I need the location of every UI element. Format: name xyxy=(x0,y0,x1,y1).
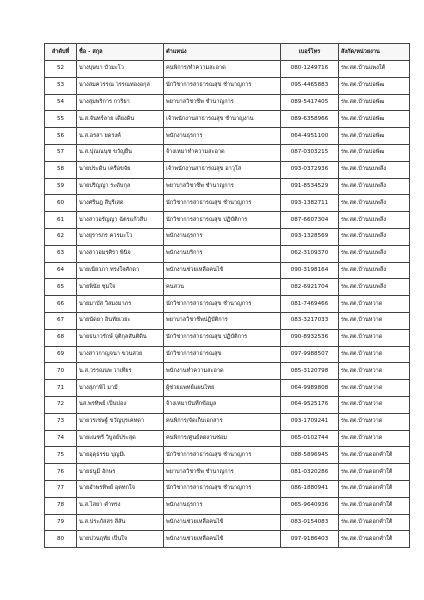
cell-name: นายนัดยา อินทัยเวยะ xyxy=(77,312,164,329)
cell-position: ผู้ช่วยแพทย์แผนไทย xyxy=(164,380,281,397)
cell-name: นายอำพรทิพย์ อุตทกใจ xyxy=(77,480,164,497)
table-row xyxy=(45,329,410,346)
cell-org: รพ.สต.บ้านดอกคำใต้ xyxy=(339,531,410,548)
cell-no: 71 xyxy=(45,380,77,397)
cell-name: นายปวนฤทัย เป็นใจ xyxy=(77,531,164,548)
cell-name: นางยุรารภร ควรมะโว xyxy=(77,228,164,245)
table-row xyxy=(45,312,410,329)
cell-phone: 089-5417405 xyxy=(281,94,339,111)
cell-no: 61 xyxy=(45,212,77,229)
cell-position: นักวิชาการสาธารณสุข ปฏิบัติการ xyxy=(164,329,281,346)
table-row xyxy=(45,144,410,161)
cell-position: นักวิชาการสาธารณสุข ชำนาญการ xyxy=(164,77,281,94)
cell-phone: 090-3198164 xyxy=(281,262,339,279)
table-row xyxy=(45,514,410,531)
cell-org: รพ.สต.บ้านหวาด xyxy=(339,363,410,380)
cell-phone: 064-9525176 xyxy=(281,396,339,413)
cell-name: นายเณฑรี วิบูลย์ประสุด xyxy=(77,430,164,447)
header-org: สังกัด/หน่วยงาน xyxy=(339,44,410,61)
cell-position: นักวิชาการสาธารณสุข ปฏิบัติการ xyxy=(164,212,281,229)
cell-phone: 082-6921704 xyxy=(281,279,339,296)
table-row xyxy=(45,497,410,514)
cell-name: นายธนาวรักษ์ จุติกุลสันติดิน xyxy=(77,329,164,346)
cell-position: เจ้าพนักงานสาธารณสุข ชำนาญงาน xyxy=(164,111,281,128)
table-row xyxy=(45,212,410,229)
cell-phone: 097-9186403 xyxy=(281,531,339,548)
cell-no: 72 xyxy=(45,396,77,413)
cell-phone: 081-7469466 xyxy=(281,296,339,313)
cell-org: รพ.สต.บ้านหวาด xyxy=(339,396,410,413)
cell-name: นางสาวอมรศิรา พินิจ xyxy=(77,245,164,262)
cell-phone: 093-0372936 xyxy=(281,161,339,178)
table-row xyxy=(45,178,410,195)
cell-name: น.ส.จันทร์ลาย เดียงดิน xyxy=(77,111,164,128)
cell-no: 77 xyxy=(45,480,77,497)
cell-org: รพ.สต.บ้านนบพลึง xyxy=(339,228,410,245)
cell-no: 75 xyxy=(45,447,77,464)
cell-position: พนักงานธุรการ xyxy=(164,228,281,245)
cell-org: รพ.สต.บ้านนบพลึง xyxy=(339,178,410,195)
table-row xyxy=(45,195,410,212)
table-body xyxy=(45,61,410,548)
cell-org: รพ.สต.บ้านนบพลึง xyxy=(339,279,410,296)
cell-no: 63 xyxy=(45,245,77,262)
cell-org: รพ.สต.บ้านดอกคำใต้ xyxy=(339,447,410,464)
table-row xyxy=(45,111,410,128)
cell-name: น.ส.ปุณณนุช ขวัญยืน xyxy=(77,144,164,161)
cell-no: 65 xyxy=(45,279,77,296)
cell-position: พยาบาลวิชาชีพปฏิบัติการ xyxy=(164,312,281,329)
cell-position: พนักงานบริการ xyxy=(164,245,281,262)
cell-position: พยาบาลวิชาชีพ ชำนาญการ xyxy=(164,94,281,111)
cell-org: รพ.สต.บ้านดอกคำใต้ xyxy=(339,480,410,497)
table-row xyxy=(45,245,410,262)
table-row xyxy=(45,346,410,363)
cell-org: รพ.สต.บ้านบ่อพัฒ xyxy=(339,128,410,145)
table-row xyxy=(45,128,410,145)
table-row xyxy=(45,430,410,447)
cell-position: พนักงานช่วยเหลือคนไข้ xyxy=(164,514,281,531)
cell-name: นางสาวอรัญญา ฉัตรแก้วสีบ xyxy=(77,212,164,229)
table-row xyxy=(45,94,410,111)
cell-no: 76 xyxy=(45,464,77,481)
cell-org: รพ.สต.บ้านหวาด xyxy=(339,380,410,397)
cell-name: นายอุดุธรรม บุญมีเ xyxy=(77,447,164,464)
cell-position: พนักงานธุรการ xyxy=(164,497,281,514)
cell-no: 62 xyxy=(45,228,77,245)
cell-phone: 088-5896945 xyxy=(281,447,339,464)
cell-name: นายมาบัส วิสมงมาภร xyxy=(77,296,164,313)
cell-org: รพ.สต.บ้านนบพลึง xyxy=(339,195,410,212)
cell-phone: 064-9989808 xyxy=(281,380,339,397)
table-row xyxy=(45,396,410,413)
cell-phone: 062-3109370 xyxy=(281,245,339,262)
cell-phone: 093-1382711 xyxy=(281,195,339,212)
cell-org: รพ.สต.บ้านแพงใต้ xyxy=(339,61,410,78)
cell-org: รพ.สต.บ้านบ่อพัฒ xyxy=(339,77,410,94)
header-no: ลำดับที่ xyxy=(45,44,77,61)
cell-no: 66 xyxy=(45,296,77,313)
cell-phone: 087-0303215 xyxy=(281,144,339,161)
cell-no: 59 xyxy=(45,178,77,195)
table-row xyxy=(45,228,410,245)
cell-no: 53 xyxy=(45,77,77,94)
cell-no: 80 xyxy=(45,531,77,548)
cell-no: 52 xyxy=(45,61,77,78)
cell-name: น.ส.ประภัสสร ลีสัน xyxy=(77,514,164,531)
header-position: ตำแหน่ง xyxy=(164,44,281,61)
cell-phone: 080-1249716 xyxy=(281,61,339,78)
cell-org: รพ.สต.บ้านดอกคำใต้ xyxy=(339,514,410,531)
table-row xyxy=(45,447,410,464)
table-row xyxy=(45,61,410,78)
cell-position: คนพิการ/จัดเก็บเอกสาร xyxy=(164,413,281,430)
cell-org: รพ.สต.บ้านบ่อพัฒ xyxy=(339,94,410,111)
table-row xyxy=(45,262,410,279)
cell-phone: 093-1328569 xyxy=(281,228,339,245)
table-header-row xyxy=(45,44,410,61)
cell-name: นางสุมพริการ การิยา xyxy=(77,94,164,111)
cell-no: 73 xyxy=(45,413,77,430)
cell-org: รพ.สต.บ้านดอกคำใต้ xyxy=(339,464,410,481)
cell-org: รพ.สต.บ้านหวาด xyxy=(339,296,410,313)
cell-no: 55 xyxy=(45,111,77,128)
cell-name: นางสมควรรณ วรรณทองอกุล xyxy=(77,77,164,94)
table-row xyxy=(45,77,410,94)
cell-position: พนักงานช่วยเหลือคนไข้ xyxy=(164,531,281,548)
cell-name: นายประดิน เครือขจัย xyxy=(77,161,164,178)
cell-phone: 091-8534529 xyxy=(281,178,339,195)
cell-position: นักวิชาการสาธารณสุข xyxy=(164,346,281,363)
cell-name: นายเนียวภา ทรงใจศักดา xyxy=(77,262,164,279)
cell-position: พนักงานทำความสะอาด xyxy=(164,363,281,380)
cell-name: น.ส.วรรณนพ วาเทียร xyxy=(77,363,164,380)
cell-org: รพ.สต.บ้านนบพลึง xyxy=(339,161,410,178)
cell-org: รพ.สต.บ้านดอกคำใต้ xyxy=(339,497,410,514)
cell-position: นักวิชาการสาธารณสุข ชำนาญการ xyxy=(164,296,281,313)
cell-position: คนสวน xyxy=(164,279,281,296)
cell-no: 79 xyxy=(45,514,77,531)
table-row xyxy=(45,296,410,313)
cell-org: รพ.สต.บ้านบ่อพัฒ xyxy=(339,111,410,128)
cell-org: รพ.สต.บ้านหวาด xyxy=(339,430,410,447)
header-phone: เบอร์โทร xyxy=(281,44,339,61)
cell-org: รพ.สต.บ้านหวาด xyxy=(339,346,410,363)
cell-no: 58 xyxy=(45,161,77,178)
cell-org: รพ.สต.บ้านหวาด xyxy=(339,413,410,430)
cell-position: นักวิชาการสาธารณสุข ชำนาญการ xyxy=(164,195,281,212)
cell-org: รพ.สต.บ้านหวาด xyxy=(339,329,410,346)
table-row xyxy=(45,279,410,296)
cell-phone: 097-9988507 xyxy=(281,346,339,363)
table-row xyxy=(45,531,410,548)
cell-org: รพ.สต.บ้านนบพลึง xyxy=(339,245,410,262)
cell-position: นักวิชาการสาธารณสุข ชำนาญการ xyxy=(164,480,281,497)
cell-name: นางสุภาพิไ มามี xyxy=(77,380,164,397)
cell-org: รพ.สต.บ้านนบพลึง xyxy=(339,212,410,229)
cell-position: คนพิการ/ทำความสะอาด xyxy=(164,61,281,78)
cell-phone: 065-9640936 xyxy=(281,497,339,514)
cell-phone: 065-0102744 xyxy=(281,430,339,447)
cell-phone: 087-6607304 xyxy=(281,212,339,229)
cell-position: จ้างเหมาบันทึกข้อมูล xyxy=(164,396,281,413)
cell-no: 70 xyxy=(45,363,77,380)
table-row xyxy=(45,480,410,497)
cell-name: น.ส.ไสยา คำทรง xyxy=(77,497,164,514)
cell-no: 54 xyxy=(45,94,77,111)
cell-no: 68 xyxy=(45,329,77,346)
cell-position: พนักงานธุรการ xyxy=(164,128,281,145)
cell-name: นางศรีนฎ สีบุรีเสด xyxy=(77,195,164,212)
table-row xyxy=(45,464,410,481)
cell-position: พยาบาลวิชาชีพ ชำนาญการ xyxy=(164,464,281,481)
cell-position: พนักงานช่วยเหลือคนไข้ xyxy=(164,262,281,279)
cell-no: 74 xyxy=(45,430,77,447)
staff-directory-table xyxy=(44,43,410,548)
cell-no: 67 xyxy=(45,312,77,329)
cell-no: 56 xyxy=(45,128,77,145)
cell-phone: 081-0320286 xyxy=(281,464,339,481)
cell-position: จ้างเหมาทำความสะอาด xyxy=(164,144,281,161)
cell-phone: 089-6358966 xyxy=(281,111,339,128)
cell-phone: 064-4951100 xyxy=(281,128,339,145)
cell-org: รพ.สต.บ้านนบพลึง xyxy=(339,262,410,279)
cell-position: เจ้าพนักงานสาธารณสุข อาวุโส xyxy=(164,161,281,178)
cell-no: 78 xyxy=(45,497,77,514)
cell-phone: 090-8932536 xyxy=(281,329,339,346)
cell-phone: 093-1709241 xyxy=(281,413,339,430)
cell-name: นส.พรทิพย์ เป็นปอง xyxy=(77,396,164,413)
cell-name: นายธนูมี อักษร xyxy=(77,464,164,481)
cell-phone: 095-4465883 xyxy=(281,77,339,94)
cell-phone: 086-1880941 xyxy=(281,480,339,497)
cell-no: 60 xyxy=(45,195,77,212)
cell-name: นายปริญญา ระดับกุล xyxy=(77,178,164,195)
cell-org: รพ.สต.บ้านหวาด xyxy=(339,312,410,329)
cell-position: พยาบาลวิชาชีพ ชำนาญการ xyxy=(164,178,281,195)
cell-position: นักวิชาการสาธารณสุข ชำนาญการ xyxy=(164,447,281,464)
cell-no: 64 xyxy=(45,262,77,279)
table-row xyxy=(45,161,410,178)
table-row xyxy=(45,380,410,397)
cell-name: นายวรเชษฐ์ ขวัญบุรเคหดา xyxy=(77,413,164,430)
cell-phone: 083-3217033 xyxy=(281,312,339,329)
cell-phone: 085-3120798 xyxy=(281,363,339,380)
cell-name: นางสาวกาญจนา ขวนสวย xyxy=(77,346,164,363)
cell-no: 57 xyxy=(45,144,77,161)
table-row xyxy=(45,413,410,430)
table-row xyxy=(45,363,410,380)
cell-no: 69 xyxy=(45,346,77,363)
header-name: ชื่อ - สกุล xyxy=(77,44,164,61)
cell-org: รพ.สต.บ้านบ่อพัฒ xyxy=(339,144,410,161)
cell-name: นายพินัย ชุมใจ xyxy=(77,279,164,296)
cell-phone: 083-0154083 xyxy=(281,514,339,531)
cell-position: คนพิการ/ศูนย์ลดงานซ่อม xyxy=(164,430,281,447)
cell-name: นางบุษบา บัวมะโว xyxy=(77,61,164,78)
cell-name: น.ส.อรสา ยดรงค์ xyxy=(77,128,164,145)
